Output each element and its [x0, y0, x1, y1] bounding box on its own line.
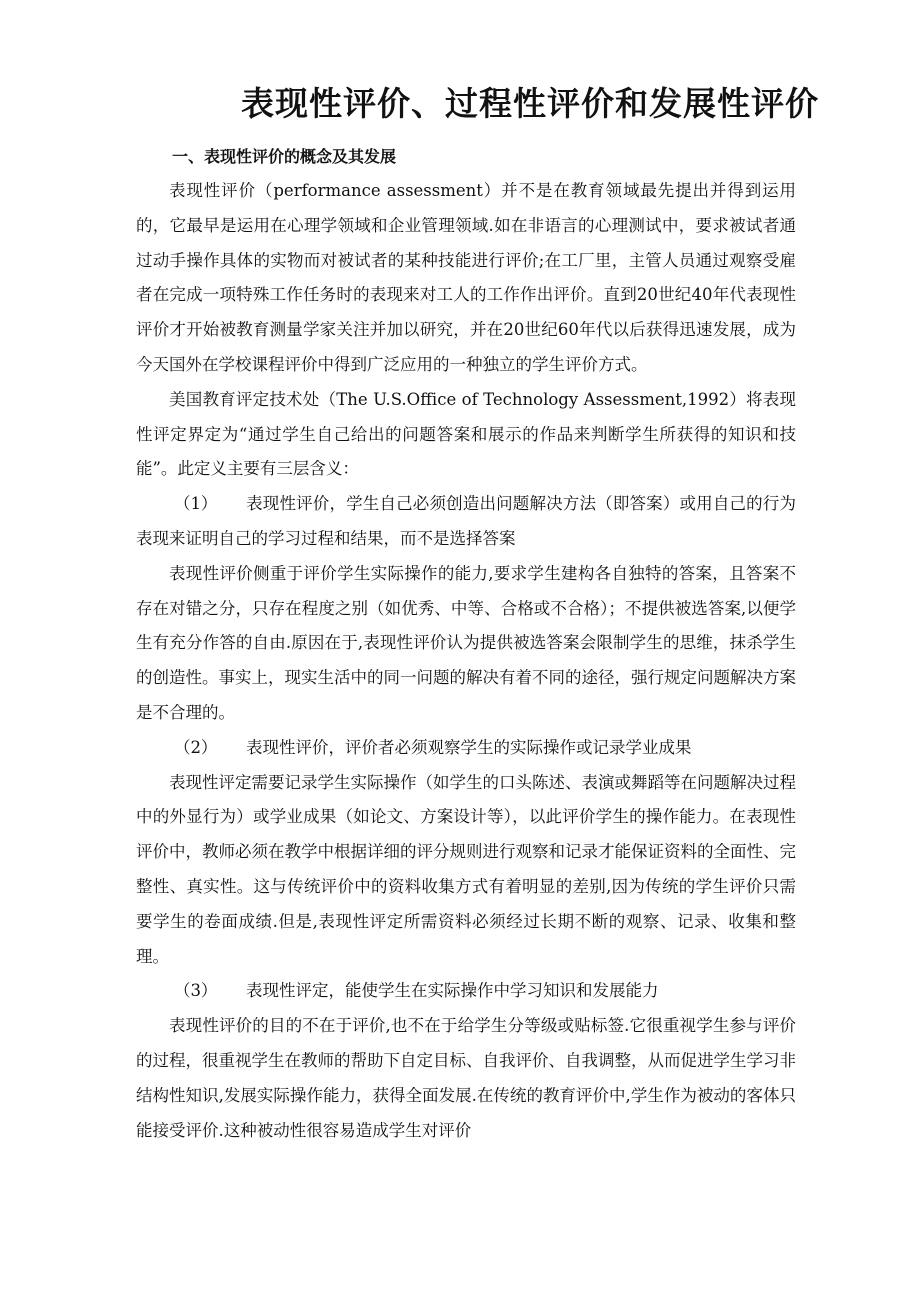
- section-heading: 一、表现性评价的概念及其发展: [172, 147, 397, 166]
- numbered-point: [136, 974, 796, 1009]
- point-number: （2）: [173, 737, 218, 757]
- point-text: 表现性评定，能使学生在实际操作中学习知识和发展能力: [245, 981, 659, 1001]
- paragraph: 表现性评价的目的不在于评价,也不在于给学生分等级或贴标签.它很重视学生参与评价的过程，很重视学生在教师的帮助下自定目标、自我评价、自我调整，从而促进学生学习非结构性知识,发展实际操作能力，获得全面发展.在传统的教育评价中,学生作为被动的客体只能接受评价.这种被动性很容易造成学生对评价: [136, 1016, 796, 1140]
- point-number: （3）: [173, 981, 218, 1001]
- point-number: （1）: [173, 494, 218, 514]
- paragraph: 表现性评定需要记录学生实际操作（如学生的口头陈述、表演或舞蹈等在问题解决过程中的外显行为）或学业成果（如论文、方案设计等），以此评价学生的操作能力。在表现性评价中，教师必须在教学中根据详细的评分规则进行观察和记录才能保证资料的全面性、完整性、真实性。这与传统评价中的资料收集方式有着明显的差别,因为传统的学生评价只需要学生的卷面成绩.但是,表现性评定所需资料必须经过长期不断的观察、记录、收集和整理。: [136, 772, 796, 966]
- point-text: 表现性评价，学生自己必须创造出问题解决方法（即答案）或用自己的行为表现来证明自己的学习过程和结果，而不是选择答案: [136, 494, 796, 548]
- numbered-point: [136, 731, 796, 766]
- point-text: 表现性评价，评价者必须观察学生的实际操作或记录学业成果: [245, 737, 692, 757]
- document-title: 表现性评价、过程性评价和发展性评价: [241, 84, 819, 123]
- numbered-point: [136, 487, 796, 557]
- paragraph: 美国教育评定技术处（The U.S.Office of Technology Assessment,1992）将表现性评定界定为“通过学生自己给出的问题答案和展示的作品来判断学生所获得的知识和技能”。此定义主要有三层含义：: [136, 389, 796, 479]
- paragraph: 表现性评价（performance assessment）并不是在教育领域最先提出并得到运用的，它最早是运用在心理学领域和企业管理领域.如在非语言的心理测试中，要求被试者通过动手操作具体的实物而对被试者的某种技能进行评价;在工厂里，主管人员通过观察受雇者在完成一项特殊工作任务时的表现来对工人的工作作出评价。直到20世纪40年代表现性评价才开始被教育测量学家关注并加以研究，并在20世纪60年代以后获得迅速发展，成为今天国外在学校课程评价中得到广泛应用的一种独立的学生评价方式。: [136, 181, 796, 374]
- paragraph: 表现性评价侧重于评价学生实际操作的能力,要求学生建构各自独特的答案，且答案不存在对错之分，只存在程度之别（如优秀、中等、合格或不合格）；不提供被选答案,以便学生有充分作答的自由.原因在于,表现性评价认为提供被选答案会限制学生的思维，抹杀学生的创造性。事实上，现实生活中的同一问题的解决有着不同的途径，强行规定问题解决方案是不合理的。: [136, 563, 796, 722]
- document-body: [136, 174, 796, 1148]
